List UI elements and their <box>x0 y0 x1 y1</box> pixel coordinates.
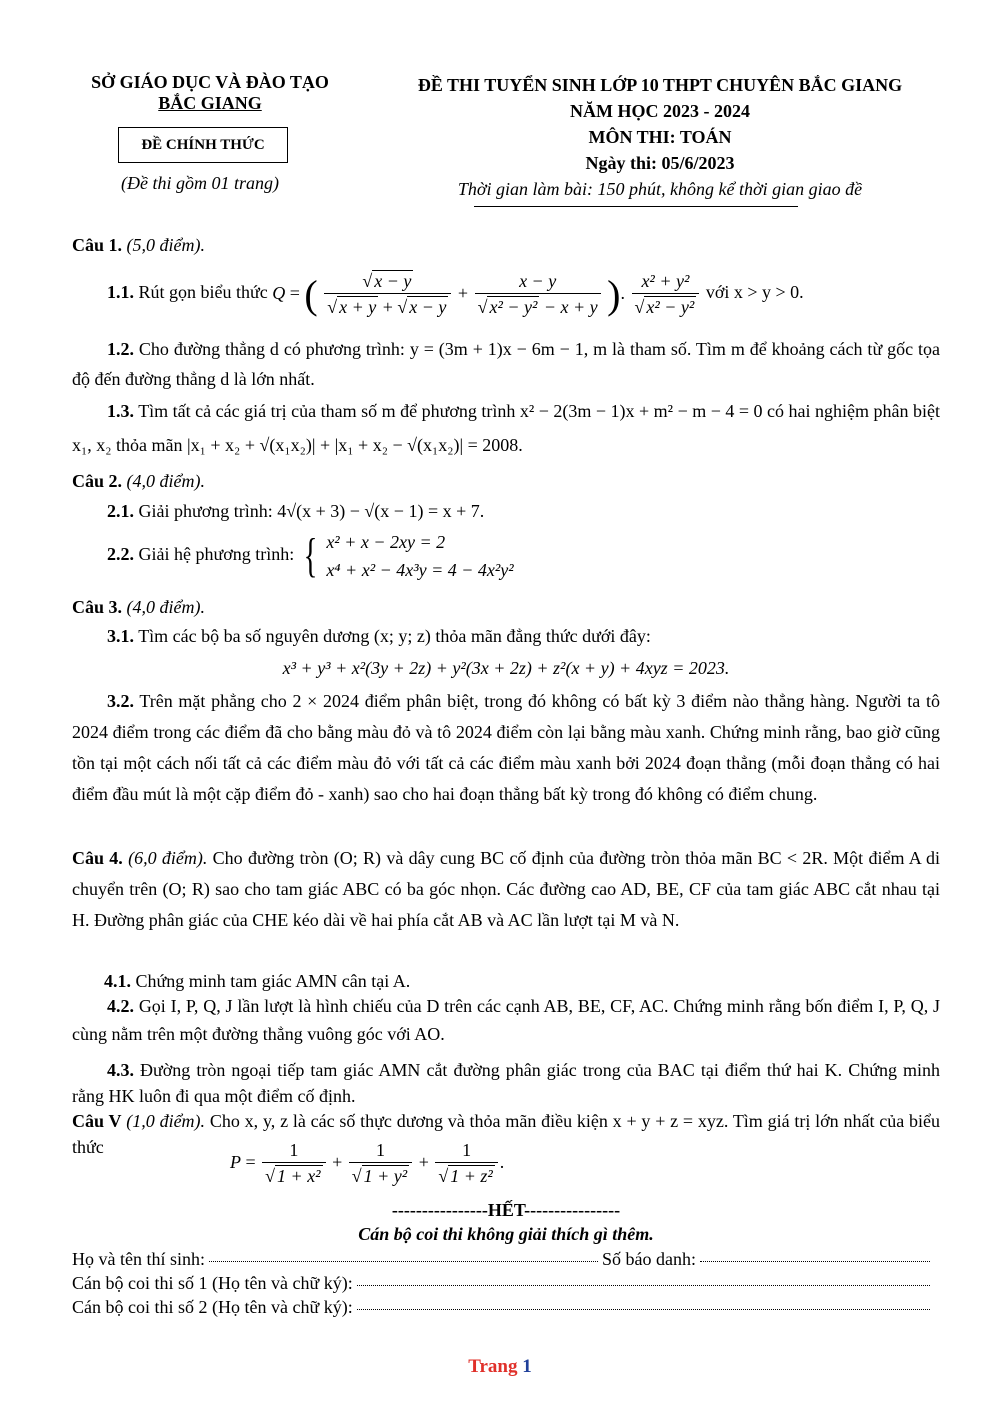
proctor2-label: Cán bộ coi thi số 2 (Họ tên và chữ ký): <box>72 1297 353 1317</box>
end-marker: ----------------HẾT---------------- <box>391 1200 621 1220</box>
q2-part2 <box>72 528 940 584</box>
q1-heading <box>72 230 940 260</box>
dept-province: BẮC GIANG <box>158 93 262 113</box>
q4-text: Cho đường tròn (O; R) và dây cung BC cố định của đường tròn thỏa mãn BC < 2R. Một điểm A di chuyển trên (O; R) sao cho tam giác ABC có ba góc nhọn. Các đường cao AD, BE, CF của tam giác ABC cắt nhau tại H. Đường phân giác của CHE kéo dài về hai phía cắt AB và AC lần lượt tại M và N. <box>72 848 941 930</box>
p32-label: 3.2. <box>107 691 134 711</box>
q1-points: (5,0 điểm). <box>126 235 205 255</box>
p11-label: 1.1. <box>107 282 134 302</box>
p32-text: Trên mặt phẳng cho 2 × 2024 điểm phân biệt, trong đó không có bất kỳ 3 điểm nào thẳng hàng. Người ta tô 2024 điểm trong các điểm đã cho bằng màu đỏ và tô 2024 điểm còn lại bằng màu xanh. Chứng minh rằng, bao giờ cũng tồn tại một cách nối tất cả các điểm màu đỏ với tất cả các điểm màu xanh bởi 2024 đoạn thẳng (mỗi đoạn thẳng có hai điểm đầu mút là một cặp điểm đỏ - xanh) sao cho hai đoạn thẳng bất kỳ trong đó không có điểm chung. <box>72 691 940 804</box>
q5-formula: P = 1 √ 1 + x² + 1 √ 1 + y² + 1 √ 1 + z² . <box>230 1136 530 1189</box>
p11-text: Rút gọn biểu thức <box>138 282 268 302</box>
p13-label: 1.3. <box>107 401 134 421</box>
page-footer <box>0 1356 1000 1378</box>
q1-part1 <box>72 262 940 325</box>
end-note: Cán bộ coi thi không giải thích gì thêm. <box>358 1224 654 1244</box>
header-rule <box>474 206 798 207</box>
q5-text: Cho x, y, z là các số thực dương và thỏa mãn điều kiện x + y + z = xyz. Tìm giá trị lớn nhất của biểu thức <box>72 1111 941 1157</box>
q4-part2 <box>72 992 940 1048</box>
q5-points: (1,0 điểm). <box>126 1111 206 1131</box>
candidate-blank[interactable] <box>209 1247 598 1262</box>
p12-label: 1.2. <box>107 339 134 359</box>
q2-title: Câu 2. <box>72 471 123 491</box>
p21-label: 2.1. <box>107 501 134 521</box>
sbd-blank[interactable] <box>700 1247 930 1262</box>
p11-condition: với x > y > 0. <box>705 282 804 302</box>
p42-text: Gọi I, P, Q, J lần lượt là hình chiếu của D trên các cạnh AB, BE, CF, AC. Chứng minh rằng bốn điểm I, P, Q, J cùng nằm trên một đường thẳng vuông góc với AO. <box>72 996 941 1044</box>
q3-points: (4,0 điểm). <box>126 597 205 617</box>
p12-text: Cho đường thẳng d có phương trình: y = (3m + 1)x − 6m − 1, m là tham số. Tìm m để khoảng cách từ gốc tọa độ đến đường thẳng d là lớn nhất. <box>72 339 940 389</box>
p22-label: 2.2. <box>107 544 134 565</box>
candidate-label: Họ và tên thí sinh: <box>72 1249 205 1269</box>
p43-label: 4.3. <box>107 1060 134 1080</box>
header-right <box>360 72 960 202</box>
q3-part1 <box>72 621 940 651</box>
candidate-line <box>72 1247 930 1271</box>
equation-system <box>326 528 513 584</box>
pages-note: (Đề thi gồm 01 trang) <box>121 173 279 193</box>
p41-text: Chứng minh tam giác AMN cân tại A. <box>135 971 411 991</box>
p31-equation: x³ + y³ + x²(3y + 2z) + y²(3x + 2z) + z²(x + y) + 4xyz = 2023. <box>282 658 730 678</box>
q3-heading <box>72 592 940 622</box>
p43-text: Đường tròn ngoại tiếp tam giác AMN cắt đường phân giác trong của BAC tại điểm thứ hai K. Chứng minh rằng HK luôn đi qua một điểm cố định. <box>72 1060 940 1106</box>
q1-part3 <box>72 394 940 462</box>
p22-eq1: x² + x − 2xy = 2 <box>326 532 446 552</box>
q2-points: (4,0 điểm). <box>126 471 205 491</box>
q4-points: (6,0 điểm). <box>128 848 208 868</box>
p11-formula: Q = ( √ x − y √ x + y + √ x − y + x − y √ x² − y² − x + y ). x² + y² √ x² − y² <box>272 263 701 325</box>
dept-name: SỞ GIÁO DỤC VÀ ĐÀO TẠO <box>91 72 329 92</box>
q5-title: Câu V <box>72 1111 122 1131</box>
p22-eq2: x⁴ + x² − 4x³y = 4 − 4x²y² <box>326 560 514 580</box>
p41-label: 4.1. <box>104 971 131 991</box>
proctor2-blank[interactable] <box>357 1295 930 1310</box>
system-brace: { <box>303 529 318 582</box>
q2-heading <box>72 466 940 496</box>
p13-text: Tìm tất cả các giá trị của tham số m để phương trình x² − 2(3m − 1)x + m² − m − 4 = 0 có hai nghiệm phân biệt x₁, x₂ thỏa mãn |x₁ + x₂ + √(x₁x₂)| + |x₁ + x₂ − √(x₁x₂)| = 2008. <box>72 401 940 455</box>
q1-part2 <box>72 334 940 394</box>
q3-title: Câu 3. <box>72 597 123 617</box>
proctor1-label: Cán bộ coi thi số 1 (Họ tên và chữ ký): <box>72 1273 353 1293</box>
q3-part2 <box>72 686 940 810</box>
proctor1-line <box>72 1271 930 1295</box>
time-note: Thời gian làm bài: 150 phút, không kể thời gian giao đề <box>457 179 863 199</box>
subject: MÔN THI: TOÁN <box>588 127 732 147</box>
p31-text: Tìm các bộ ba số nguyên dương (x; y; z) thỏa mãn đẳng thức dưới đây: <box>138 626 651 646</box>
proctor2-line <box>72 1295 930 1319</box>
exam-title: ĐỀ THI TUYỂN SINH LỚP 10 THPT CHUYÊN BẮC GIANG <box>417 75 903 95</box>
school-year: NĂM HỌC 2023 - 2024 <box>570 101 750 121</box>
official-box: ĐỀ CHÍNH THỨC <box>118 127 288 163</box>
proctor1-blank[interactable] <box>357 1271 930 1286</box>
q1-title: Câu 1. <box>72 235 123 255</box>
q2-part1 <box>72 496 940 526</box>
q4-part3 <box>72 1057 940 1109</box>
p22-text: Giải hệ phương trình: <box>138 544 295 565</box>
page-word: Trang <box>468 1356 518 1377</box>
sbd-label: Số báo danh: <box>602 1249 696 1269</box>
p31-label: 3.1. <box>107 626 134 646</box>
p21-text: Giải phương trình: 4√(x + 3) − √(x − 1) = x + 7. <box>138 501 485 521</box>
page-number: 1 <box>522 1356 532 1377</box>
q4-intro <box>72 843 940 936</box>
p42-label: 4.2. <box>107 996 134 1016</box>
q4-title: Câu 4. <box>72 848 123 868</box>
exam-date: Ngày thi: 05/6/2023 <box>585 153 735 173</box>
